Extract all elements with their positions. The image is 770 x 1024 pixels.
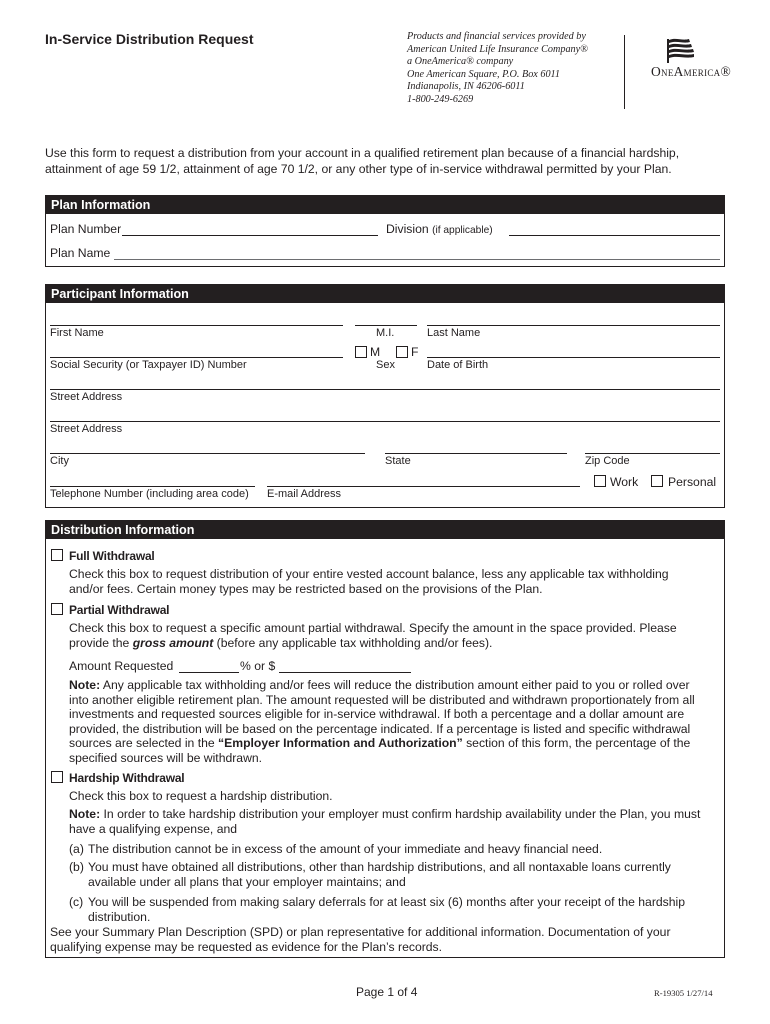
personal-label: Personal	[668, 475, 717, 489]
city-field[interactable]	[50, 453, 365, 454]
provider-line: Indianapolis, IN 46206-6011	[407, 81, 525, 93]
note-label: Note:	[69, 807, 101, 821]
ssn-label: Social Security (or Taxpayer ID) Number	[50, 359, 247, 371]
mi-label: M.I.	[376, 327, 395, 339]
item-text: You will be suspended from making salary deferrals for at least six (6) months after your receipt of the hardship distribution.	[88, 895, 686, 924]
plan-name-label: Plan Name	[50, 246, 111, 260]
street-address-label: Street Address	[50, 391, 123, 403]
hardship-note-text: In order to take hardship distribution your employer must confirm hardship availability under the Plan, you must have a qualifying expense, and	[69, 807, 701, 836]
last-name-field[interactable]	[427, 325, 720, 326]
work-label: Work	[610, 475, 639, 489]
partial-withdrawal-title: Partial Withdrawal	[69, 603, 170, 617]
plan-information-section	[45, 195, 725, 267]
hardship-text: Check this box to request a hardship distribution.	[69, 789, 333, 803]
amount-requested-label: Amount Requested	[69, 659, 174, 673]
section-heading: Plan Information	[46, 196, 724, 214]
hardship-item-c	[69, 895, 705, 924]
sex-f-label: F	[411, 345, 419, 359]
telephone-field[interactable]	[50, 486, 255, 487]
oneamerica-logo	[636, 37, 746, 87]
partial-withdrawal-checkbox[interactable]	[51, 603, 63, 615]
section-heading: Participant Information	[46, 285, 724, 303]
partial-text-a: Check this box to request a specific amount partial withdrawal. Specify the amount in the space provided. Please provide the	[69, 621, 677, 650]
division-text: Division	[386, 222, 429, 236]
logo-wordmark: OneAmerica®	[650, 64, 732, 79]
full-withdrawal-checkbox[interactable]	[51, 549, 63, 561]
note-label: Note:	[69, 678, 101, 692]
plan-number-field[interactable]	[122, 235, 378, 236]
distribution-information-section	[45, 520, 725, 958]
form-title: In-Service Distribution Request	[45, 31, 254, 47]
header-divider	[624, 35, 625, 109]
street-address-field[interactable]	[50, 389, 720, 390]
section-heading: Distribution Information	[46, 521, 724, 539]
division-field[interactable]	[509, 235, 720, 236]
state-field[interactable]	[385, 453, 567, 454]
full-withdrawal-text: Check this box to request distribution of your entire vested account balance, less any applicable tax withholding and/or fees. Certain money types may be restricted based on the provisions of the Plan.	[69, 567, 669, 596]
amount-percent-field[interactable]	[179, 672, 239, 673]
street-address-2-field[interactable]	[50, 421, 720, 422]
hardship-item-a	[69, 842, 705, 857]
hardship-item-b	[69, 860, 705, 889]
city-label: City	[50, 455, 69, 467]
page-number: Page 1 of 4	[356, 985, 418, 999]
first-name-field[interactable]	[50, 325, 343, 326]
zip-label: Zip Code	[585, 455, 630, 467]
note-text-c: section of this form, the percentage of the specified sources will be withdrawn.	[69, 736, 691, 765]
item-mark: (a)	[69, 842, 84, 856]
provider-line: One American Square, P.O. Box 6011	[407, 68, 560, 80]
ssn-field[interactable]	[50, 357, 343, 358]
sex-f-checkbox[interactable]	[396, 346, 408, 358]
item-text: You must have obtained all distributions, other than hardship distributions, and all nontaxable loans currently available under all plans that your employer maintains; and	[88, 860, 671, 889]
personal-checkbox[interactable]	[651, 475, 663, 487]
state-label: State	[385, 455, 411, 467]
intro-text: Use this form to request a distribution from your account in a qualified retirement plan because of a financial hardship, attainment of age 59 1/2, attainment of age 70 1/2, or any other type of in-service withdrawal permitted by your Plan.	[45, 146, 680, 176]
sex-m-label: M	[370, 345, 381, 359]
item-mark: (b)	[69, 860, 84, 874]
percent-or-dollar-label: % or $	[240, 659, 276, 673]
gross-amount-emphasis: gross amount	[132, 635, 214, 650]
street-address-2-label: Street Address	[50, 423, 123, 435]
provider-line: American United Life Insurance Company®	[407, 43, 588, 55]
zip-field[interactable]	[585, 453, 720, 454]
dob-field[interactable]	[427, 357, 720, 358]
full-withdrawal-title: Full Withdrawal	[69, 549, 155, 563]
provider-line: Products and financial services provided by	[407, 31, 586, 42]
plan-name-field[interactable]	[114, 259, 720, 260]
email-field[interactable]	[267, 486, 580, 487]
sex-m-checkbox[interactable]	[355, 346, 367, 358]
hardship-note	[69, 807, 705, 836]
provider-line: 1-800-249-6269	[407, 93, 474, 105]
division-note: (if applicable)	[432, 225, 493, 236]
partial-note	[69, 678, 705, 766]
mi-field[interactable]	[355, 325, 417, 326]
participant-information-section	[45, 284, 725, 508]
work-checkbox[interactable]	[594, 475, 606, 487]
telephone-label: Telephone Number (including area code)	[50, 488, 249, 500]
hardship-withdrawal-title: Hardship Withdrawal	[69, 771, 185, 785]
provider-line: a OneAmerica® company	[407, 56, 514, 68]
division-label	[386, 222, 493, 236]
provider-info	[407, 31, 617, 107]
spd-note: See your Summary Plan Description (SPD) or plan representative for additional information. Documentation of your qualifying expense may be requested as evidence for the Plan’s records.	[50, 925, 671, 954]
plan-number-label: Plan Number	[50, 222, 122, 236]
dob-label: Date of Birth	[427, 359, 489, 371]
item-text: The distribution cannot be in excess of the amount of your immediate and heavy financial need.	[88, 842, 603, 856]
amount-dollar-field[interactable]	[279, 672, 411, 673]
item-mark: (c)	[69, 895, 84, 909]
sex-label: Sex	[376, 359, 395, 371]
last-name-label: Last Name	[427, 327, 481, 339]
partial-text-c: (before any applicable tax withholding and/or fees).	[213, 635, 493, 650]
form-id: R-19305 1/27/14	[654, 988, 713, 998]
hardship-withdrawal-checkbox[interactable]	[51, 771, 63, 783]
email-label: E-mail Address	[267, 488, 341, 500]
flag-icon	[636, 37, 746, 65]
note-text-a: Any applicable tax withholding and/or fees will reduce the distribution amount either paid to you or rolled over into another eligible retirement plan. The amount requested will be distributed and withdrawn proportionately from all investments and requested sources eligible for in-service withdrawal. If both a percentage and a dollar amount are provided, the distribution will be based on the percentage indicated. If a percentage is listed and specific withdrawal sources are selected in the	[69, 678, 695, 751]
employer-section-ref: “Employer Information and Authorization”	[218, 736, 463, 751]
partial-withdrawal-text	[69, 621, 705, 650]
first-name-label: First Name	[50, 327, 104, 339]
